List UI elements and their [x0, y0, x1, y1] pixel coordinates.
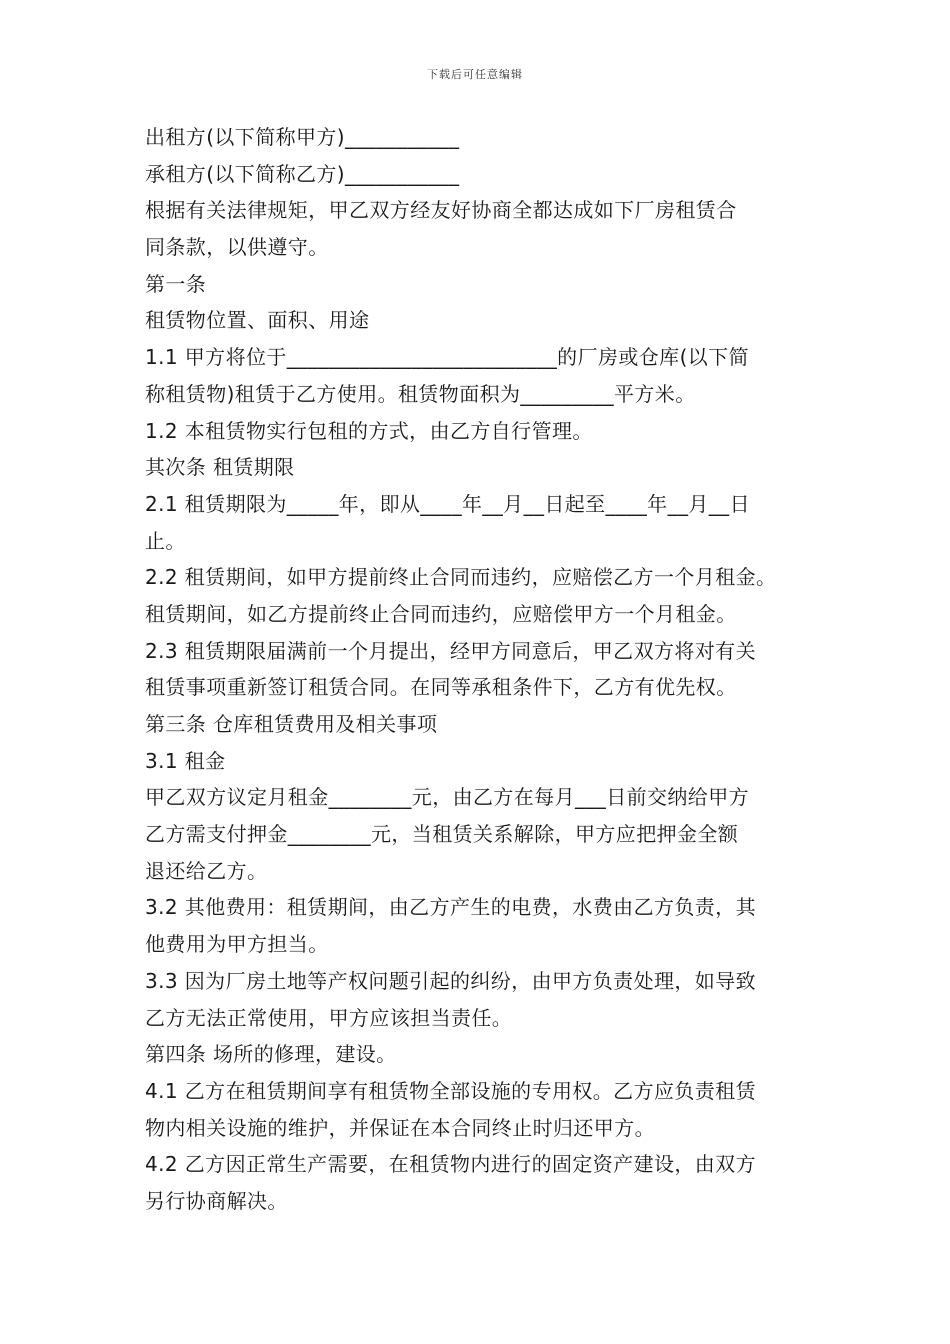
clause-3-2-line-1: 3.2 其他费用：租赁期间，由乙方产生的电费，水费由乙方负责，其 — [145, 895, 756, 920]
clause-3-1-title: 3.1 租金 — [145, 748, 226, 773]
page-header-note: 下载后可任意编辑 — [427, 68, 523, 81]
clause-2-3-line-1: 2.3 租赁期限届满前一个月提出，经甲方同意后，甲乙双方将对有关 — [145, 638, 756, 663]
clause-4-1-line-1: 4.1 乙方在租赁期间享有租赁物全部设施的专用权。乙方应负责租赁 — [145, 1078, 756, 1103]
article-1-title: 租赁物位置、面积、用途 — [145, 308, 370, 333]
clause-2-2-line-2: 租赁期间，如乙方提前终止合同而违约，应赔偿甲方一个月租金。 — [145, 601, 737, 626]
preamble-line-1: 根据有关法律规矩，甲乙双方经友好协商全都达成如下厂房租赁合 — [145, 198, 737, 223]
lessor-line: 出租方(以下简称甲方)___________ — [145, 125, 460, 149]
clause-3-2-line-2: 他费用为甲方担当。 — [145, 932, 329, 957]
clause-3-1-line-2: 乙方需支付押金________元，当租赁关系解除，甲方应把押金全额 — [145, 822, 739, 847]
preamble-line-2: 同条款，以供遵守。 — [145, 235, 329, 260]
clause-2-1-line-2: 止。 — [145, 528, 186, 553]
article-3-heading: 第三条 仓库租赁费用及相关事项 — [145, 712, 438, 736]
article-1-heading: 第一条 — [145, 271, 207, 296]
clause-3-3-line-2: 乙方无法正常使用，甲方应该担当责任。 — [145, 1005, 513, 1030]
clause-4-1-line-2: 物内相关设施的维护，并保证在本合同终止时归还甲方。 — [145, 1115, 655, 1140]
clause-1-2: 1.2 本租赁物实行包租的方式，由乙方自行管理。 — [145, 418, 593, 443]
clause-2-3-line-2: 租赁事项重新签订租赁合同。在同等承租条件下，乙方有优先权。 — [145, 675, 737, 700]
clause-2-2-line-1: 2.2 租赁期间，如甲方提前终止合同而违约，应赔偿乙方一个月租金。 — [145, 565, 777, 590]
clause-4-2-line-1: 4.2 乙方因正常生产需要，在租赁物内进行的固定资产建设，由双方 — [145, 1152, 756, 1177]
contract-body — [145, 119, 835, 1220]
clause-3-1-line-3: 退还给乙方。 — [145, 858, 268, 883]
article-4-heading: 第四条 场所的修理，建设。 — [145, 1042, 397, 1067]
article-2-heading: 其次条 租赁期限 — [145, 455, 295, 480]
clause-1-1-line-2: 称租赁物)租赁于乙方使用。租赁物面积为_________平方米。 — [145, 381, 696, 406]
clause-2-1-line-1: 2.1 租赁期限为_____年，即从____年__月__日起至____年__月__日 — [145, 491, 750, 516]
lessee-line: 承租方(以下简称乙方)___________ — [145, 161, 460, 186]
clause-3-3-line-1: 3.3 因为厂房土地等产权问题引起的纠纷，由甲方负责处理，如导致 — [145, 968, 756, 993]
clause-3-1-line-1: 甲乙双方议定月租金________元，由乙方在每月___日前交纳给甲方 — [145, 785, 749, 810]
clause-4-2-line-2: 另行协商解决。 — [145, 1188, 288, 1213]
clause-1-1-line-1: 1.1 甲方将位于__________________________的厂房或仓库(以下简 — [145, 345, 749, 370]
